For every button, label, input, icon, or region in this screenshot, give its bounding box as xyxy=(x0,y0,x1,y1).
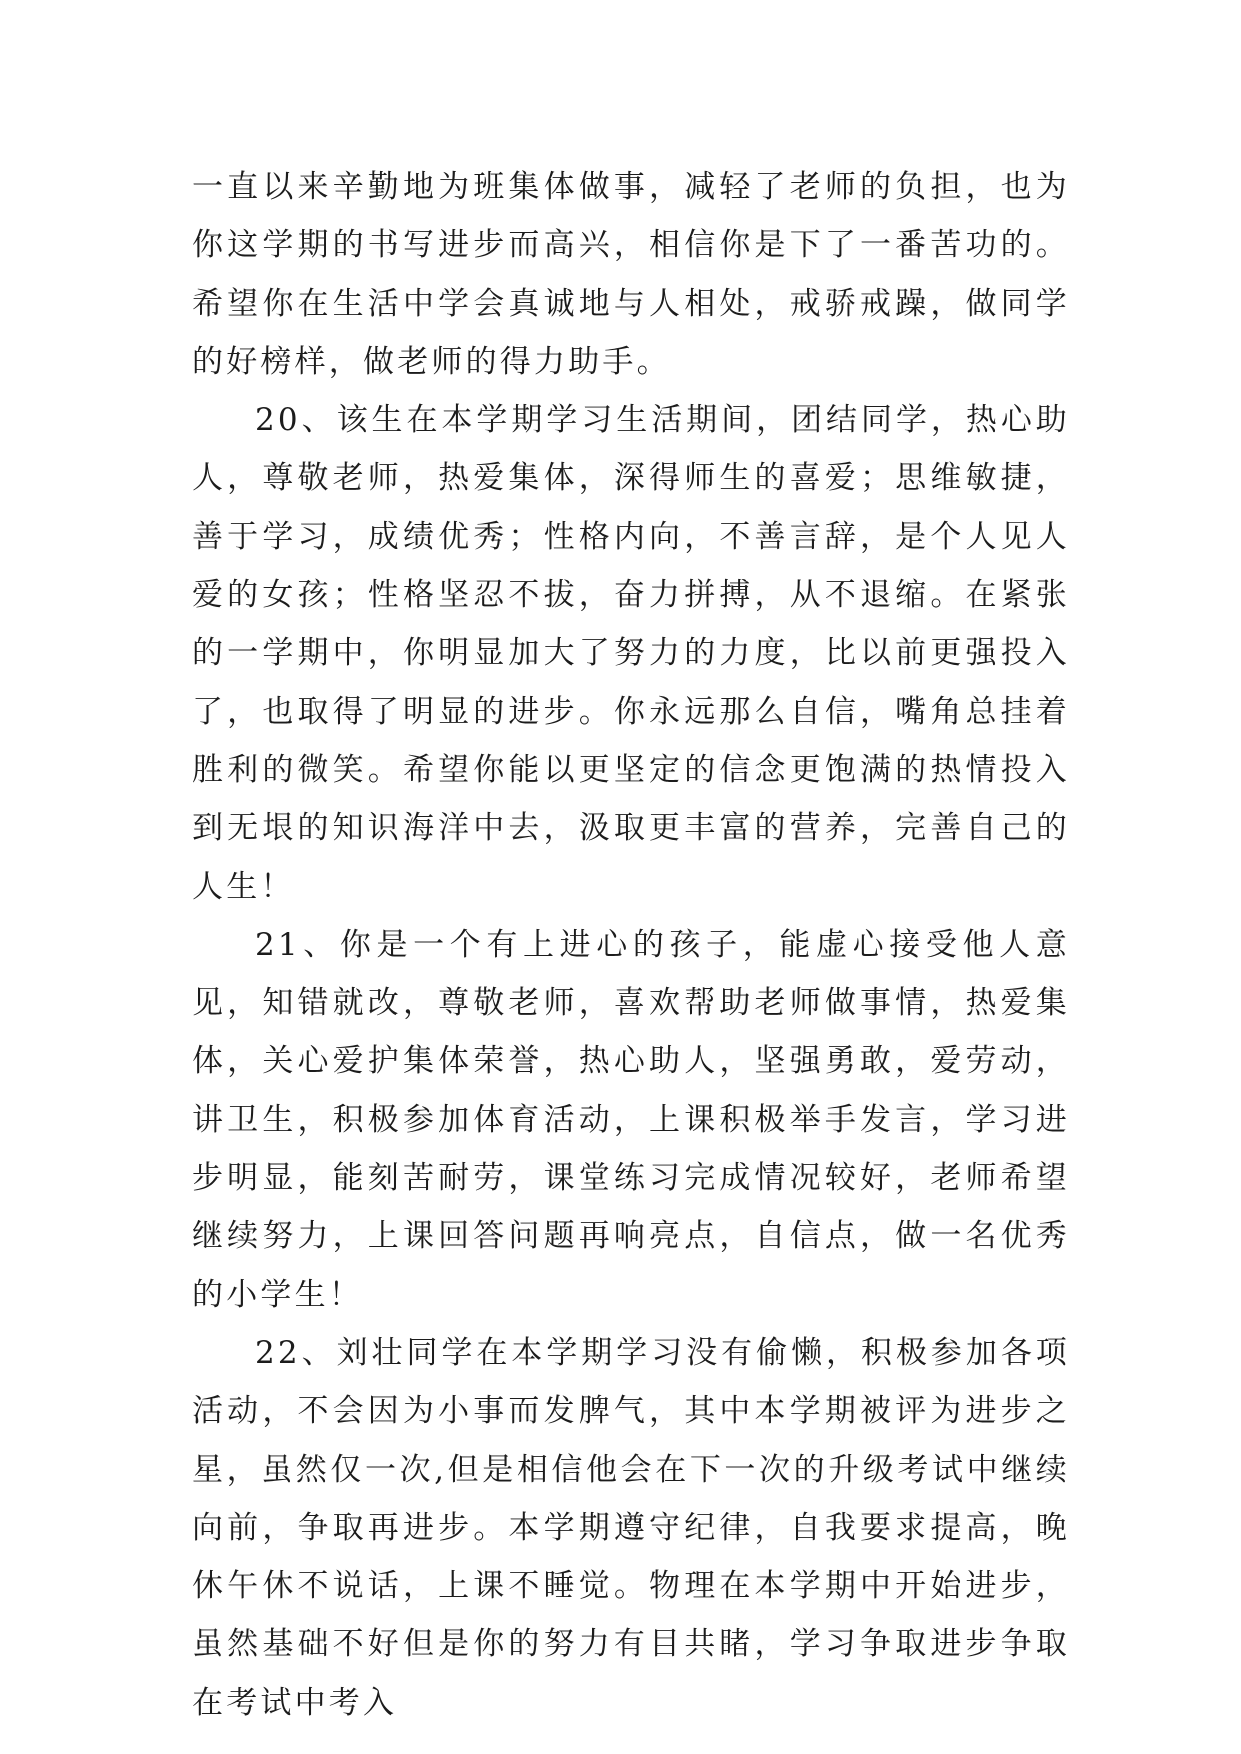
document-page xyxy=(192,158,1070,1732)
paragraph-21: 21、你是一个有上进心的孩子，能虚心接受他人意见，知错就改，尊敬老师，喜欢帮助老师做事情，热爱集体，关心爱护集体荣誉，热心助人，坚强勇敢，爱劳动，讲卫生，积极参加体育活动，上课积极举手发言，学习进步明显，能刻苦耐劳，课堂练习完成情况较好，老师希望继续努力，上课回答问题再响亮点，自信点，做一名优秀的小学生！ xyxy=(192,926,1070,1313)
paragraph-continued: 一直以来辛勤地为班集体做事，减轻了老师的负担，也为你这学期的书写进步而高兴，相信你是下了一番苦功的。希望你在生活中学会真诚地与人相处，戒骄戒躁，做同学的好榜样，做老师的得力助手。 xyxy=(192,169,1070,380)
paragraph-20: 20、该生在本学期学习生活期间，团结同学，热心助人，尊敬老师，热爱集体，深得师生的喜爱；思维敏捷，善于学习，成绩优秀；性格内向，不善言辞，是个人见人爱的女孩；性格坚忍不拔，奋力拼搏，从不退缩。在紧张的一学期中，你明显加大了努力的力度，比以前更强投入了，也取得了明显的进步。你永远那么自信，嘴角总挂着胜利的微笑。希望你能以更坚定的信念更饱满的热情投入到无垠的知识海洋中去，汲取更丰富的营养，完善自己的人生！ xyxy=(192,402,1070,905)
paragraph-22: 22、刘壮同学在本学期学习没有偷懒，积极参加各项活动，不会因为小事而发脾气，其中本学期被评为进步之星，虽然仅一次,但是相信他会在下一次的升级考试中继续向前，争取再进步。本学期遵守纪律，自我要求提高，晚休午休不说话，上课不睡觉。物理在本学期中开始进步，虽然基础不好但是你的努力有目共睹，学习争取进步争取在考试中考入 xyxy=(192,1334,1070,1721)
